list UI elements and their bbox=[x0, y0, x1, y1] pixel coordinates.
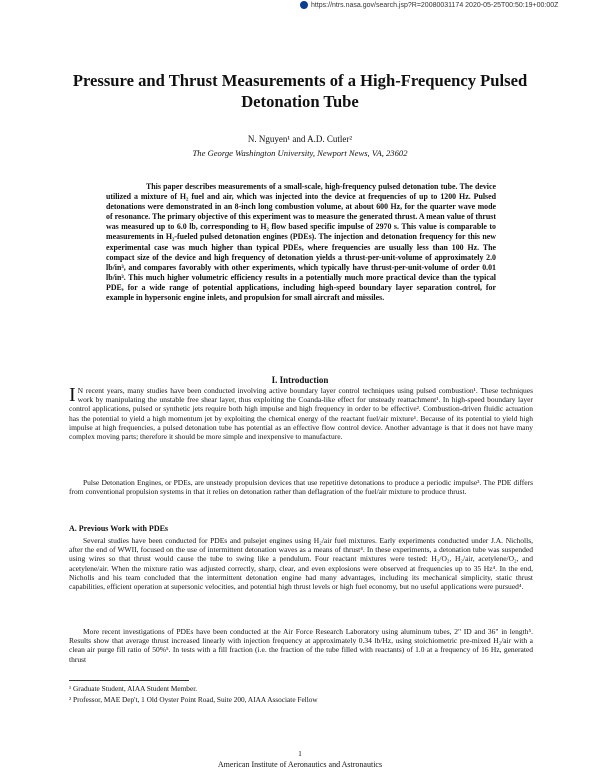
drop-cap: I bbox=[69, 384, 76, 406]
paper-title: Pressure and Thrust Measurements of a High-Frequency Pulsed Detonation Tube bbox=[72, 71, 528, 111]
footer-organization: American Institute of Aeronautics and Astronautics bbox=[217, 760, 383, 769]
footnote-divider bbox=[69, 680, 189, 681]
subsection-heading: A. Previous Work with PDEs bbox=[69, 524, 169, 533]
intro-paragraph-1-text: N recent years, many studies have been conducted involving active boundary layer control techniques using pulsed combustion¹. These techniques work by manipulating the unstable free shear layer, thus exploiting the Coanda-like effect for unsteady reattachment¹. In high-speed boundary layer control applications, pulsed or synthetic jets require both high impulse and high frequency in order to be effective². Combustion-driven fluidic actuation has the potential to yield a high momentum jet by exploiting the chemical energy of the reactant fuel/air mixture¹. Because of its potential to yield high impulse at high frequencies, a pulsed detonation tube has potential as an effective flow control device. Another advantage is that it does not have many complex moving parts; therefore it should be more simple and inexpensive to manufacture. bbox=[69, 386, 533, 442]
nasa-ntrs-logo-icon bbox=[300, 1, 308, 9]
footnote-2: ² Professor, MAE Dep't, 1 Old Oyster Point Road, Suite 200, AIAA Associate Fellow bbox=[69, 695, 318, 704]
subsection-paragraph-2: More recent investigations of PDEs have been conducted at the Air Force Research Laboratory using aluminum tubes, 2" ID and 36" in length⁵. Results show that average thrust increased linearly with injection frequency at approximately 0.34 lb/Hz, using stoichiometric pre-mixed H₂/air with a clean air purge fill ratio of 50%⁵. In tests with a fill fraction (i.e. the fraction of the tube filled with reactants) of 1.0 at a frequency of 16 Hz, generated thrust bbox=[69, 627, 533, 664]
subsection-paragraph-1: Several studies have been conducted for PDEs and pulsejet engines using H₂/air fuel mixtures. Early experiments conducted under J.A. Nicholls, after the end of WWII, focused on the use of intermittent detonation waves as a means of thrust⁴. In these experiments, a detonation tube was suspended using wires so that thrust would cause the tube to swing like a pendulum. Four reactant mixtures were tested: H₂/O₂, H₂/air, acetylene/O₂, and acetylene/air. When the mixture ratio was adjusted correctly, sharp, clear, and even explosions were observed at frequencies up to 35 Hz⁴. In the end, Nicholls and his team concluded that the intermittent detonation engine had many advantages, including its mechanical simplicity, static thrust capabilities, efficient operation at supersonic velocities, and potential high thrust levels or high fuel economy, but no useful applications were pursued⁴. bbox=[69, 536, 533, 592]
footnote-1: ¹ Graduate Student, AIAA Student Member. bbox=[69, 684, 198, 693]
page-number: 1 bbox=[298, 749, 302, 758]
abstract: This paper describes measurements of a small-scale, high-frequency pulsed detonation tube. The device utilized a mixture of H₂ fuel and air, which was injected into the device at frequencies of up to 1200 Hz. Pulsed detonations were demonstrated in an 8-inch long combustion volume, at about 600 Hz, for the quarter wave mode of resonance. The primary objective of this experiment was to measure the generated thrust. A mean value of thrust was measured up to 6.0 lb, corresponding to H₂ flow based specific impulse of 2970 s. This value is comparable to measurements in H₂-fueled pulsed detonation engines (PDEs). The injection and detonation frequency for this new experimental case was much higher than typical PDEs, where frequencies are usually less than 100 Hz. The compact size of the device and high frequency of detonation yields a thrust-per-unit-volume of approximately 2.0 lb/in³, and compares favorably with other experiments, which typically have thrust-per-unit-volume of order 0.01 lb/in³. This much higher volumetric efficiency results in a potentially much more practical device than the typical PDE, for a wide range of potential applications, including high-speed boundary layer separation control, for example in hypersonic engine inlets, and propulsion for small aircraft and missiles. bbox=[106, 182, 496, 303]
affiliation: The George Washington University, Newport News, VA, 23602 bbox=[192, 148, 408, 158]
ntrs-url-stamp[interactable]: https://ntrs.nasa.gov/search.jsp?R=20080031174 2020-05-25T00:50:19+00:00Z bbox=[311, 1, 559, 9]
section-heading-introduction: I. Introduction bbox=[271, 375, 329, 385]
authors: N. Nguyen¹ and A.D. Cutler² bbox=[247, 134, 353, 144]
ntrs-header bbox=[300, 1, 598, 9]
intro-paragraph-2: Pulse Detonation Engines, or PDEs, are unsteady propulsion devices that use repetitive detonations to produce a periodic impulse³. The PDE differs from conventional propulsion systems in that it relies on detonation rather than deflagration of the fuel/air mixture to produce thrust. bbox=[69, 478, 533, 497]
intro-paragraph-1 bbox=[69, 386, 533, 441]
